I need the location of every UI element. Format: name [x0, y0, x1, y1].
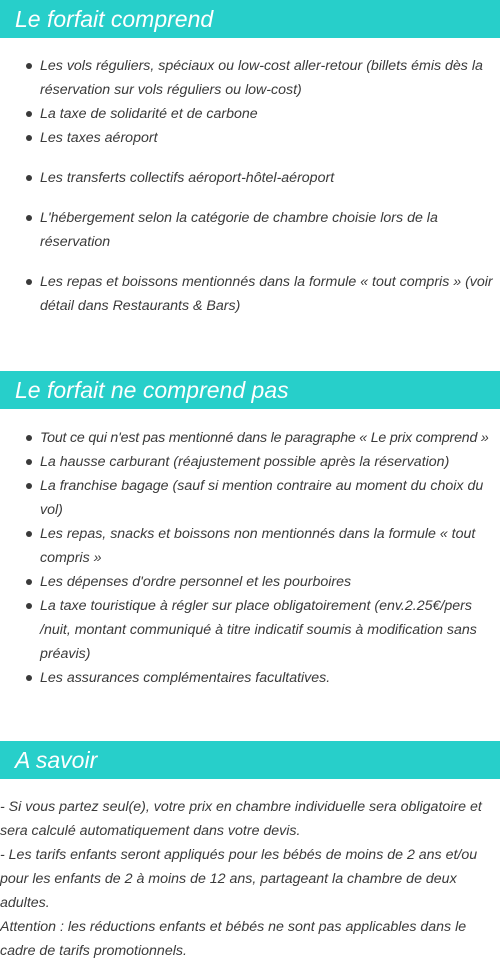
section-not-included: [0, 371, 500, 690]
list-item: La taxe touristique à régler sur place obligatoirement (env.2.25€/pers /nuit, montant communiqué à titre indicatif soumis à modification sans préavis): [0, 594, 500, 666]
section-not-included-heading: Le forfait ne comprend pas: [0, 371, 500, 409]
good-to-know-text: [0, 795, 500, 963]
list-item: L'hébergement selon la catégorie de chambre choisie lors de la réservation: [0, 206, 500, 254]
list-item: Les transferts collectifs aéroport-hôtel-aéroport: [0, 166, 500, 190]
list-item: Les assurances complémentaires facultatives.: [0, 666, 500, 690]
list-item: Les taxes aéroport: [0, 126, 500, 150]
section-included-heading: Le forfait comprend: [0, 0, 500, 38]
list-item: Tout ce qui n'est pas mentionné dans le paragraphe « Le prix comprend »: [0, 426, 500, 450]
list-item: La franchise bagage (sauf si mention contraire au moment du choix du vol): [0, 474, 500, 522]
section-good-to-know: [0, 741, 500, 963]
list-item: Les repas, snacks et boissons non mentionnés dans la formule « tout compris »: [0, 522, 500, 570]
paragraph: - Les tarifs enfants seront appliqués pour les bébés de moins de 2 ans et/ou pour les enfants de 2 à moins de 12 ans, partageant la chambre de deux adultes.: [0, 847, 478, 911]
list-item: Les repas et boissons mentionnés dans la formule « tout compris » (voir détail dans Restaurants & Bars): [0, 270, 500, 318]
included-list: [0, 54, 500, 318]
paragraph: Attention : les réductions enfants et bébés ne sont pas applicables dans le cadre de tarifs promotionnels.: [0, 919, 467, 959]
paragraph: - Si vous partez seul(e), votre prix en chambre individuelle sera obligatoire et sera calculé automatiquement dans votre devis.: [0, 799, 482, 839]
not-included-list: [0, 426, 500, 690]
list-item: Les dépenses d'ordre personnel et les pourboires: [0, 570, 500, 594]
list-item: Les vols réguliers, spéciaux ou low-cost aller-retour (billets émis dès la réservation sur vols réguliers ou low-cost): [0, 54, 500, 102]
section-included: [0, 0, 500, 318]
section-good-to-know-heading: A savoir: [0, 741, 500, 779]
list-item: La taxe de solidarité et de carbone: [0, 102, 500, 126]
list-item: La hausse carburant (réajustement possible après la réservation): [0, 450, 500, 474]
